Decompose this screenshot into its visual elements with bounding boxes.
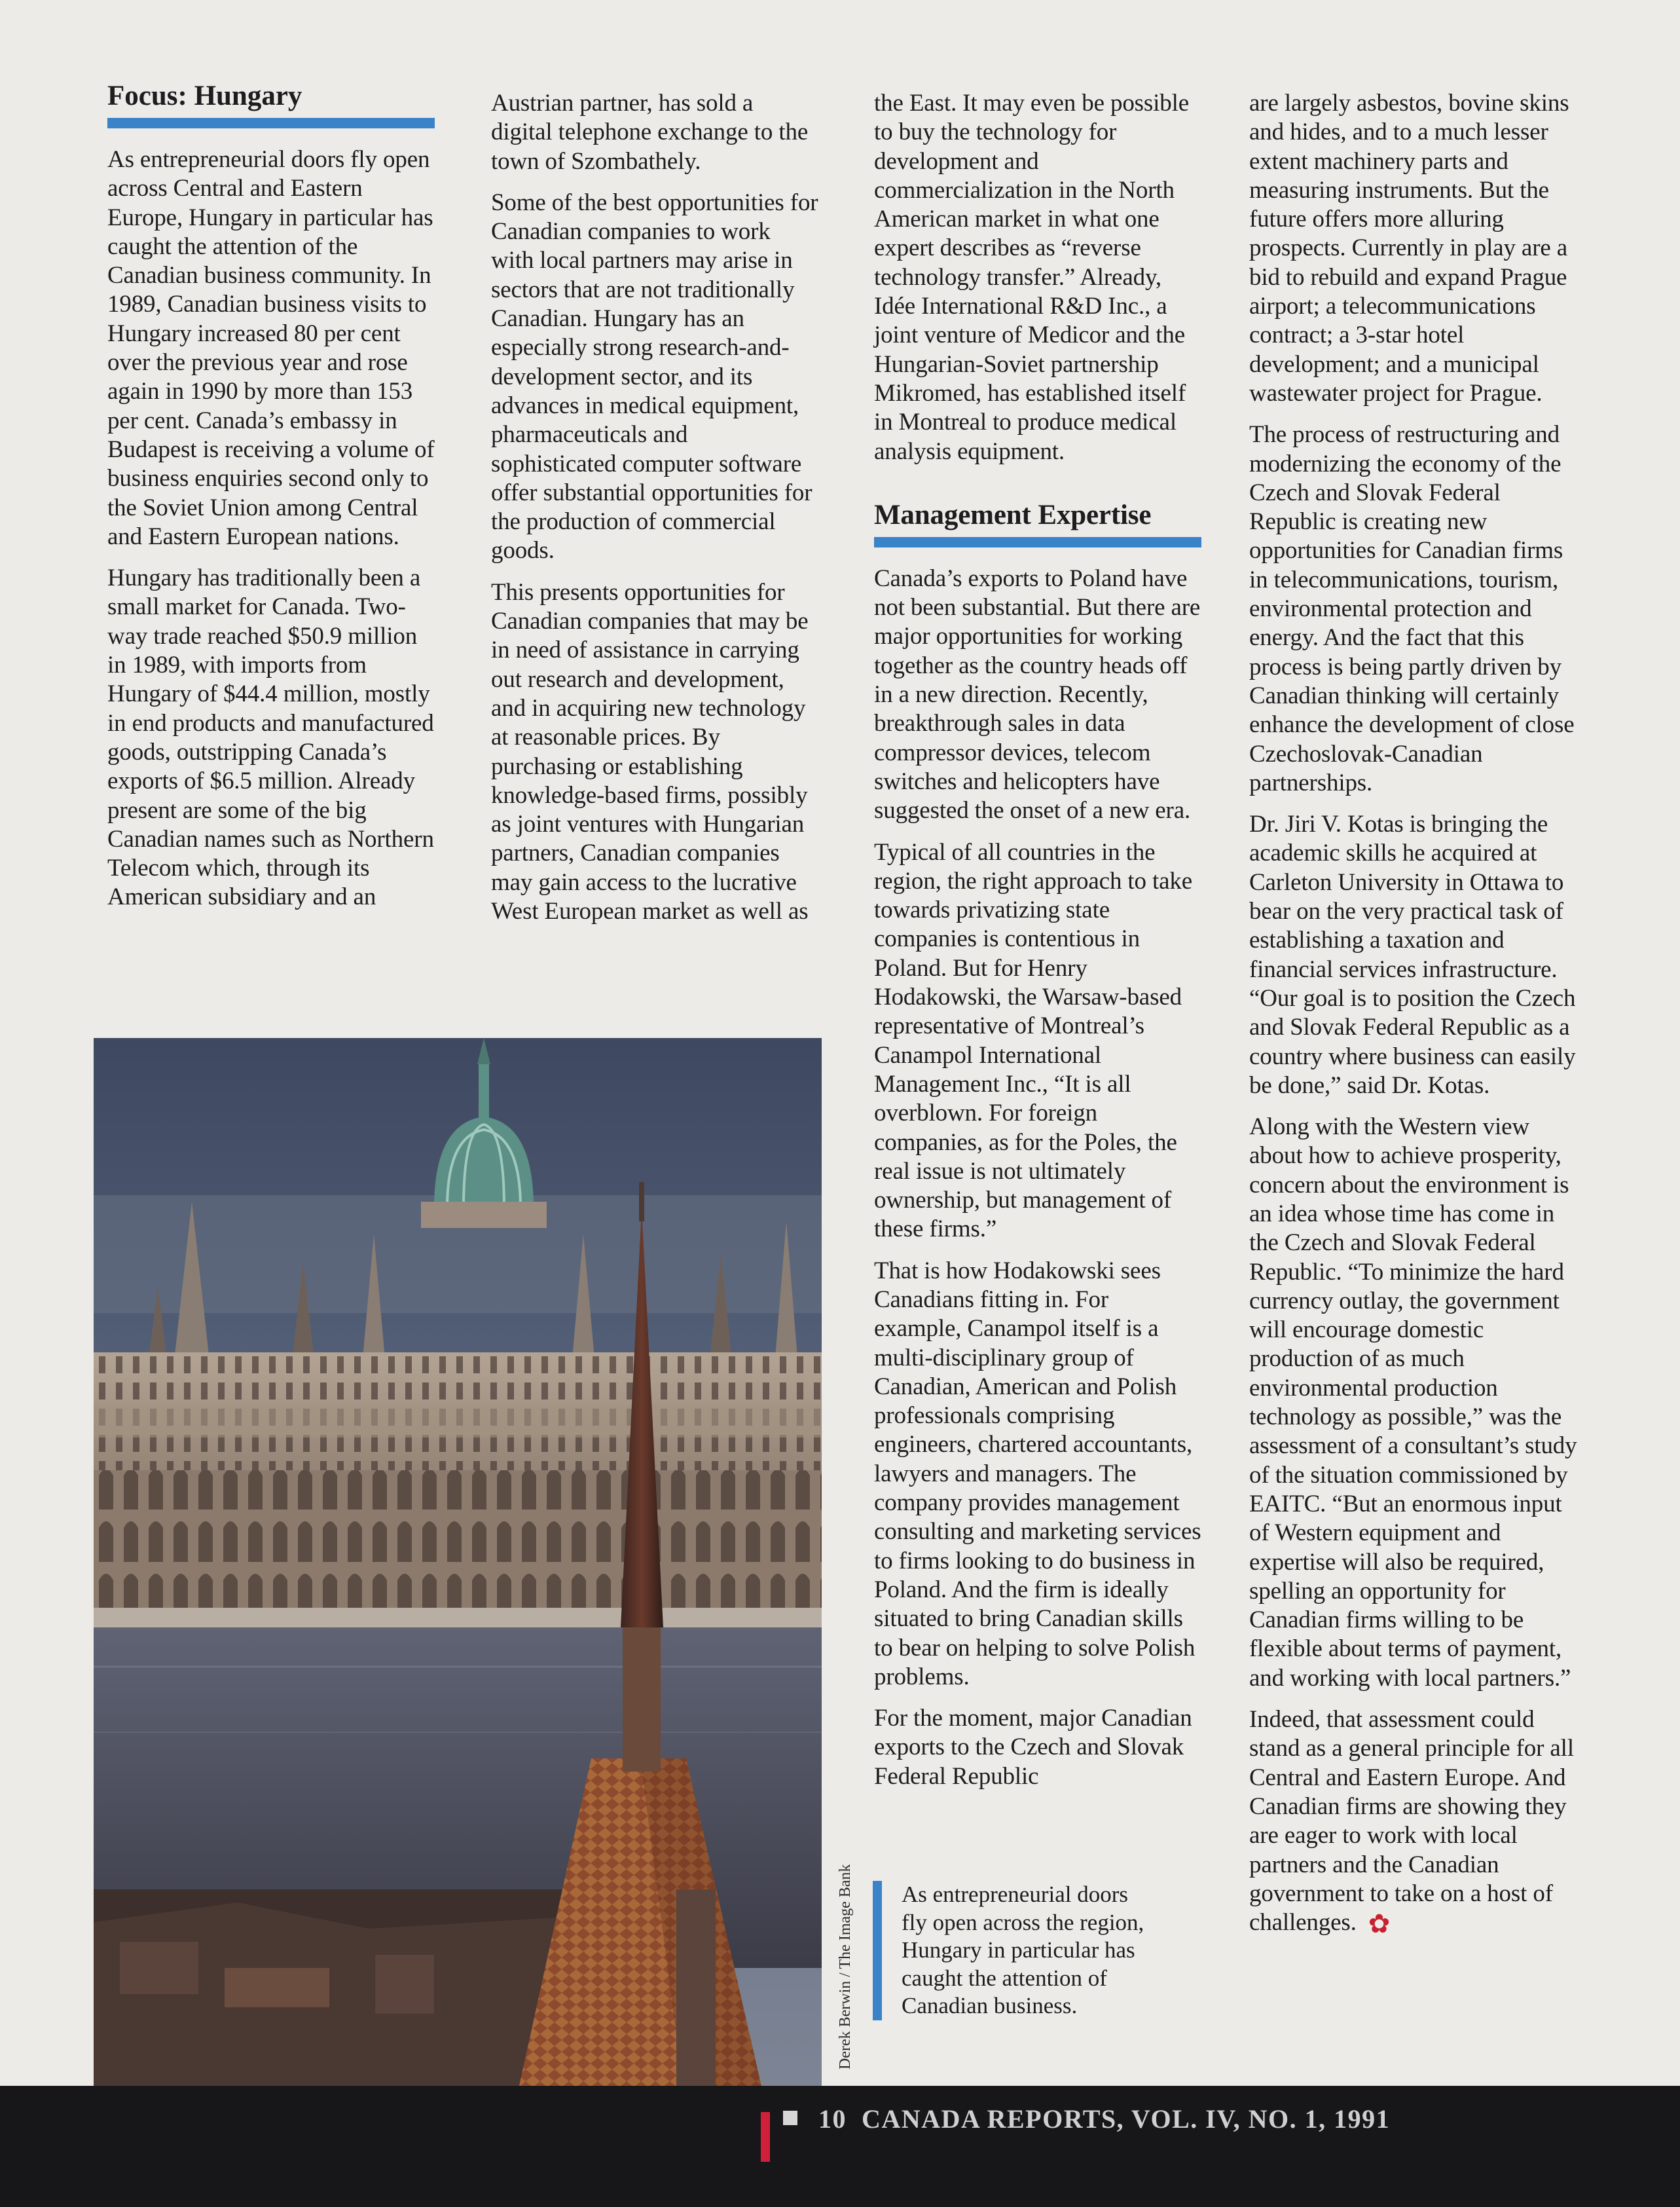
footer-square-icon: [783, 2111, 797, 2125]
final-paragraph-text: Indeed, that assessment could stand as a general principle for all Central and Eastern Europe. And Canadian firms are showing they are eager to work with local partners and the Canadian government to take on a host of challenges.: [1249, 1706, 1574, 1937]
section-heading-management-expertise: Management Expertise: [874, 499, 1152, 530]
budapest-parliament-photo: [94, 1038, 822, 2086]
footer-publication-line: [818, 2104, 1390, 2134]
pull-quote: As entrepreneurial doors fly open across the region, Hungary in particular has caught the attention of Canadian business.: [873, 1881, 1150, 2020]
photo-credit: Derek Berwin / The Image Bank: [837, 1864, 854, 2069]
article-column-3: [874, 89, 1201, 1804]
focus-hungary-heading-block: [107, 80, 435, 145]
article-column-4: [1249, 89, 1582, 1951]
article-paragraph: Canada’s exports to Poland have not been substantial. But there are major opportunities for working together as the country heads off in a new direction. Recently, breakthrough sales in data compressor devices, telecom switches and helicopters have suggested the onset of a new era.: [874, 565, 1201, 825]
article-paragraph: Along with the Western view about how to achieve prosperity, concern about the environment is an idea whose time has come in the Czech and Slovak Federal Republic. “To minimize the hard currency outlay, the government will encourage domestic production of as much environmental production technology as possible,” was the assessment of a consultant’s study of the situation commissioned by EAITC. “But an enormous input of Western equipment and expertise will also be required, spelling an opportunity for Canadian firms willing to be flexible about terms of payment, and working with local partners.”: [1249, 1113, 1577, 1692]
section-heading-focus-hungary: Focus: Hungary: [107, 81, 302, 111]
article-paragraph: Some of the best opportunities for Canadian companies to work with local partners may arise in sectors that are not traditionally Canadian. Hungary has an especially strong research-and-development sector, and its advances in medical equipment, pharmaceuticals and sophisticated computer software offer substantial opportunities for the production of commercial goods.: [491, 189, 818, 565]
article-paragraph: are largely asbestos, bovine skins and hides, and to a much lesser extent machinery parts and measuring instruments. But the future offers more alluring prospects. Currently in play are a bid to rebuild and expand Prague airport; a telecommunications contract; a 3-star hotel development; and a municipal wastewater project for Prague.: [1249, 90, 1569, 407]
publication-title: CANADA REPORTS, VOL. IV, NO. 1, 1991: [862, 2104, 1391, 2134]
heading-rule: [107, 118, 435, 128]
page-number: 10: [818, 2104, 847, 2134]
maple-leaf-icon: ✿: [1368, 1909, 1391, 1939]
footer-red-bar: [761, 2112, 770, 2162]
article-paragraph: That is how Hodakowski sees Canadians fitting in. For example, Canampol itself is a multi-disciplinary group of Canadian, American and Polish professionals comprising engineers, chartered accountants, lawyers and managers. The company provides management consulting and marketing services to firms looking to do business in Poland. And the firm is ideally situated to bring Canadian skills to bear on helping to solve Polish problems.: [874, 1257, 1201, 1690]
article-paragraph: Typical of all countries in the region, the right approach to take towards privatizing state companies is contentious in Poland. But for Henry Hodakowski, the Warsaw-based representative of Montreal’s Canampol International Management Inc., “It is all overblown. For foreign companies, as for the Poles, the real issue is not ultimately ownership, but management of these firms.”: [874, 838, 1192, 1243]
article-paragraph: Austrian partner, has sold a digital telephone exchange to the town of Szombathely.: [491, 90, 809, 175]
article-column-1: [107, 145, 440, 925]
heading-rule: [874, 537, 1201, 547]
article-column-2: [491, 89, 818, 938]
article-paragraph-final: [1249, 1705, 1582, 1938]
article-paragraph: As entrepreneurial doors fly open across Central and Eastern Europe, Hungary in particular has caught the attention of the Canadian business community. In 1989, Canadian business visits to Hungary increased 80 per cent over the previous year and rose again in 1990 by more than 153 per cent. Canada’s embassy in Budapest is receiving a volume of business enquiries second only to the Soviet Union among Central and Eastern European nations.: [107, 146, 435, 550]
article-paragraph: For the moment, major Canadian exports to the Czech and Slovak Federal Republic: [874, 1705, 1192, 1790]
article-paragraph: Hungary has traditionally been a small market for Canada. Two-way trade reached $50.9 million in 1989, with imports from Hungary of $44.4 million, mostly in end products and manufactured goods, outstripping Canada’s exports of $6.5 million. Already present are some of the big Canadian names such as Northern Telecom which, through its American subsidiary and an: [107, 565, 434, 911]
article-paragraph: This presents opportunities for Canadian companies that may be in need of assistance in carrying out research and development, and in acquiring new technology at reasonable prices. By purchasing or establishing knowledge-based firms, possibly as joint ventures with Hungarian partners, Canadian companies may gain access to the lucrative West European market as well as: [491, 578, 809, 925]
article-paragraph: The process of restructuring and modernizing the economy of the Czech and Slovak Federal Republic is creating new opportunities for Canadian firms in telecommunications, tourism, environmental protection and energy. And the fact that this process is being partly driven by Canadian thinking will certainly enhance the development of close Czechoslovak-Canadian partnerships.: [1249, 421, 1575, 796]
article-paragraph: the East. It may even be possible to buy the technology for development and commercialization in the North American market in what one expert describes as “reverse technology transfer.” Already, Idée International R&D Inc., a joint venture of Medicor and the Hungarian-Soviet partnership Mikromed, has established itself in Montreal to produce medical analysis equipment.: [874, 90, 1190, 465]
page-footer: [0, 2086, 1680, 2207]
article-paragraph: Dr. Jiri V. Kotas is bringing the academic skills he acquired at Carleton University in Ottawa to bear on the very practical task of establishing a taxation and financial services infrastructure. “Our goal is to position the Czech and Slovak Federal Republic as a country where business can easily be done,” said Dr. Kotas.: [1249, 811, 1576, 1099]
management-heading-block: [874, 499, 1201, 547]
